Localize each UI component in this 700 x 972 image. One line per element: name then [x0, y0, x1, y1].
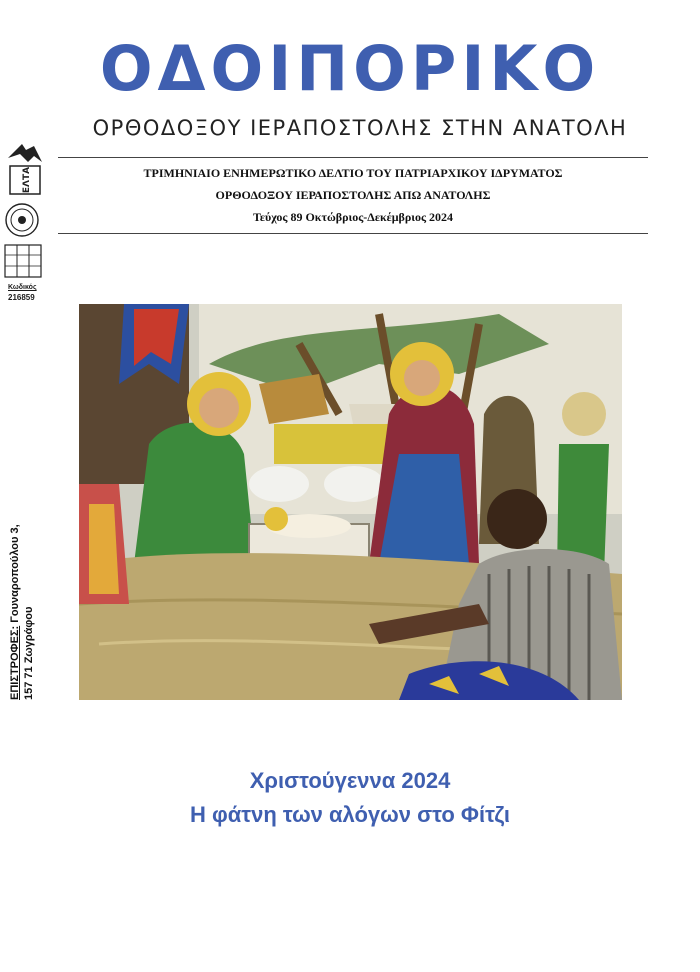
returns-postcode: 157 71 Ζωγράφου — [23, 606, 35, 700]
code-number: 216859 — [8, 293, 35, 302]
returns-label: ΕΠΙΣΤΡΟΦΕΣ: — [9, 625, 21, 700]
postal-logo-text: ΕΛΤΑ — [22, 166, 32, 194]
issue-line: Τεύχος 89 Οκτώβριος-Δεκέμβριος 2024 — [252, 210, 454, 224]
cover-photo — [79, 304, 622, 700]
code-label: Κωδικός — [8, 284, 37, 291]
returns-address — [8, 440, 38, 700]
round-stamp-icon — [4, 202, 40, 238]
divider-bottom — [58, 233, 648, 234]
divider-top — [58, 157, 648, 158]
postage-paid-box-icon — [4, 244, 42, 278]
returns-street: Γουναροπούλου 3, — [9, 524, 21, 623]
masthead-title: ΟΔΟΙΠΟΡΙΚΟ — [99, 32, 601, 105]
caption-title: Χριστούγεννα 2024 — [249, 768, 451, 793]
postal-logo-icon — [4, 140, 48, 200]
publication-info-line1: ΤΡΙΜΗΝΙΑΙΟ ΕΝΗΜΕΡΩΤΙΚΟ ΔΕΛΤΙΟ ΤΟΥ ΠΑΤΡΙΑΡΧΙΚΟΥ ΙΔΡΥΜΑΤΟΣ — [143, 166, 563, 180]
masthead-subtitle: ΟΡΘΟΔΟΞΟΥ ΙΕΡΑΠΟΣΤΟΛΗΣ ΣΤΗΝ ΑΝΑΤΟΛΗ — [92, 116, 628, 140]
publication-info-line2: ΟΡΘΟΔΟΞΟΥ ΙΕΡΑΠΟΣΤΟΛΗΣ ΑΠΩ ΑΝΑΤΟΛΗΣ — [215, 188, 491, 202]
caption-subtitle: Η φάτνη των αλόγων στο Φίτζι — [190, 802, 510, 827]
